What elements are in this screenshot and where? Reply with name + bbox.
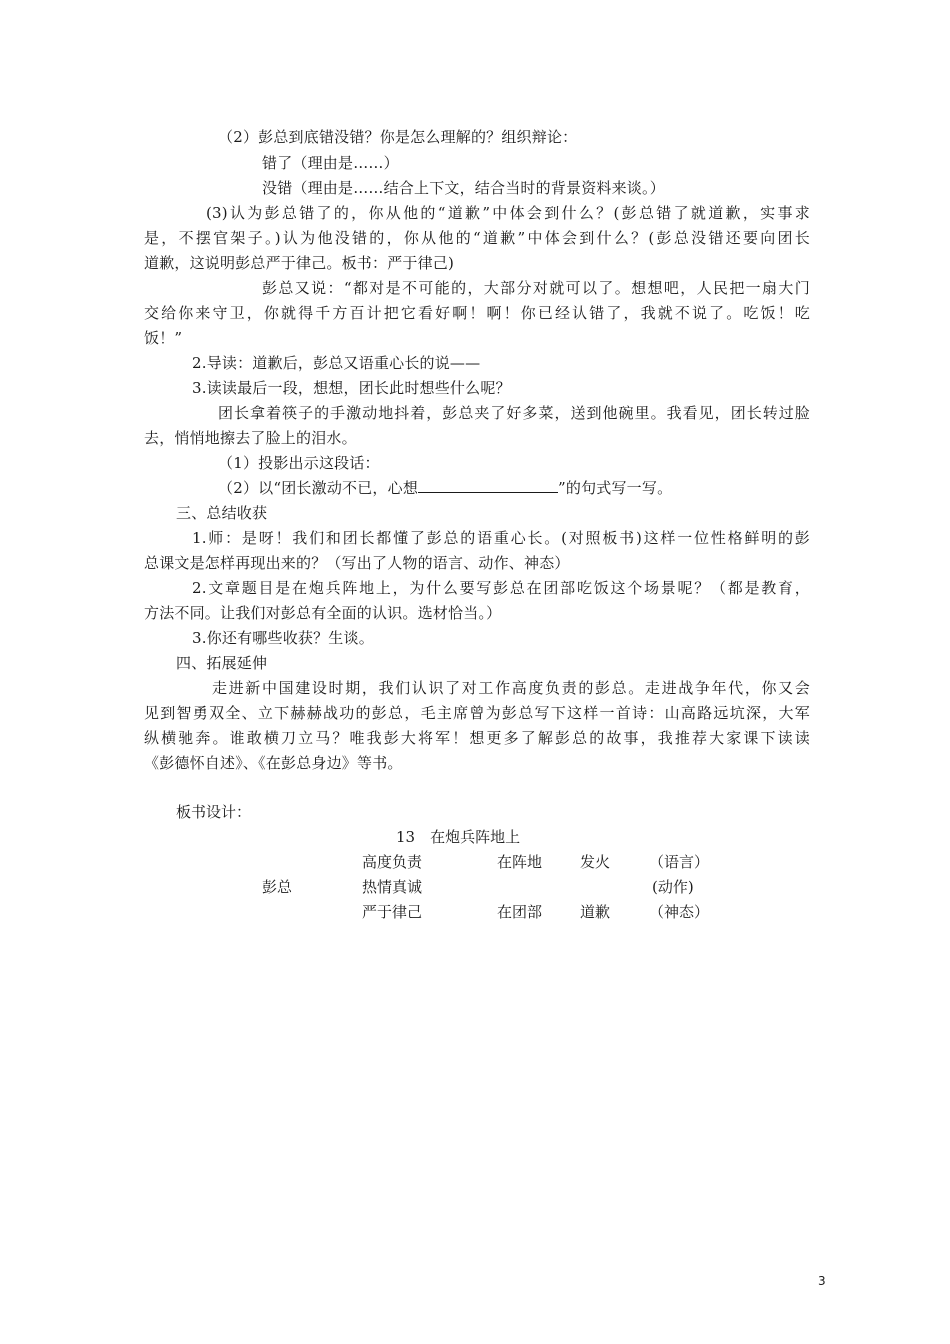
text-line: 方法不同。让我们对彭总有全面的认识。选材恰当。） (144, 604, 502, 622)
text-line: （1）投影出示这段话： (218, 454, 380, 472)
fill-in-blank (418, 478, 558, 493)
text-line: 没错（理由是……结合上下文，结合当时的背景资料来谈。） (262, 179, 665, 197)
text-line: 2.文章题目是在炮兵阵地上，为什么要写彭总在团部吃饭这个场景呢？（都是教育， (192, 579, 810, 597)
text-line: 走进新中国建设时期，我们认识了对工作高度负责的彭总。走进战争年代，你又会 (212, 679, 810, 697)
text-line: 道歉，这说明彭总严于律己。板书：严于律己) (144, 254, 455, 272)
text-line: 3.你还有哪些收获？生谈。 (192, 629, 374, 647)
text-line: 团长拿着筷子的手激动地抖着，彭总夹了好多菜，送到他碗里。我看见，团长转过脸 (218, 404, 810, 422)
board-event: 发火 (580, 853, 611, 871)
text-fragment: ”的句式写一写。 (558, 479, 673, 497)
text-line: 饭！” (144, 329, 183, 347)
text-line: 《彭德怀自述》、《在彭总身边》等书。 (144, 754, 403, 772)
text-line: 2.导读：道歉后，彭总又语重心长的说—— (192, 354, 481, 372)
text-line: 彭总又说：“都对是不可能的，大部分对就可以了。想想吧，人民把一扇大门 (262, 279, 810, 297)
text-line: 总课文是怎样再现出来的？（写出了人物的语言、动作、神态） (144, 554, 570, 572)
board-heading: 板书设计： (176, 803, 252, 821)
text-line: 交给你来守卫，你就得千方百计把它看好啊！啊！你已经认错了，我就不说了。吃饭！吃 (144, 304, 810, 322)
board-trait: 严于律己 (362, 903, 423, 921)
board-trait: 热情真诚 (362, 878, 423, 896)
board-method: （神态） (649, 903, 710, 921)
text-line: 纵横驰奔。谁敢横刀立马？唯我彭大将军！想更多了解彭总的故事，我推荐大家课下读读 (144, 729, 810, 747)
board-place: 在团部 (497, 903, 543, 921)
page-number: 3 (818, 1274, 826, 1288)
board-method: （语言） (649, 853, 710, 871)
text-line: 见到智勇双全、立下赫赫战功的彭总，毛主席曾为彭总写下这样一首诗：山高路远坑深，大军 (144, 704, 810, 722)
text-line: 3.读读最后一段，想想，团长此时想些什么呢？ (192, 379, 511, 397)
text-line: (3)认为彭总错了的，你从他的“道歉”中体会到什么？(彭总错了就道歉，实事求 (206, 204, 810, 222)
board-method: (动作) (652, 878, 694, 896)
board-title: 13 在炮兵阵地上 (396, 828, 521, 846)
text-line: 1.师：是呀！我们和团长都懂了彭总的语重心长。(对照板书)这样一位性格鲜明的彭 (192, 529, 810, 547)
board-place: 在阵地 (497, 853, 543, 871)
board-subject: 彭总 (262, 878, 293, 896)
board-event: 道歉 (580, 903, 611, 921)
text-line: （2）彭总到底错没错？你是怎么理解的？组织辩论： (218, 128, 578, 146)
text-line: 错了（理由是……） (262, 154, 399, 172)
section-heading: 四、拓展延伸 (176, 654, 268, 672)
text-line: 是，不摆官架子。)认为他没错的，你从他的“道歉”中体会到什么？(彭总没错还要向团长 (144, 229, 810, 247)
board-trait: 高度负责 (362, 853, 423, 871)
text-line: 去，悄悄地擦去了脸上的泪水。 (144, 429, 357, 447)
section-heading: 三、总结收获 (176, 504, 268, 522)
text-fragment: （2）以“团长激动不已，心想 (218, 479, 419, 497)
text-line (218, 478, 718, 498)
